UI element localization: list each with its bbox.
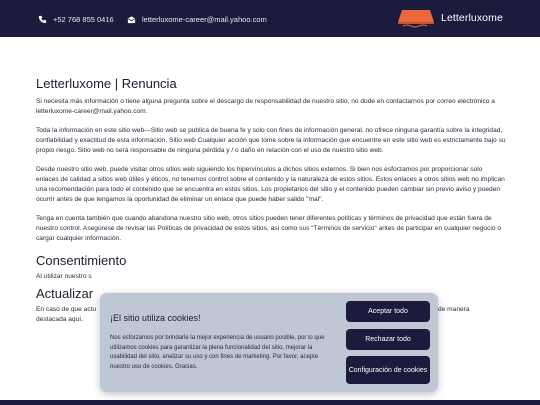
paragraph-external-links: Desde nuestro sitio web, puede visitar otros sitios web siguiendo los hipervínculos a dichos sitios externos. Si bien nos esforzamos por proporcionar solo enlaces de calidad a sitios web útiles y éticos, no tenemos control sobre el contenido y la naturaleza de estos sitios. Estos enlaces a otros sitios web no implican una recomendación para todo el contenido que se encuentra en estos sitios. Los propietarios del sitio y el contenido pueden cambiar sin previo aviso y pueden ocurrir antes de que tengamos la oportunidad de eliminar un enlace que puede haber salido "mal". <box>36 166 505 203</box>
phone-icon <box>37 14 47 24</box>
consent-text: Al utilizar nuestro s <box>36 273 92 280</box>
cookie-banner <box>100 293 438 392</box>
cookie-text: Nos esforzamos por brindarle la mejor experiencia de usuario posible, por lo que utilizamos cookies para garantizar la plena funcionalidad del sitio, mejorar la usabilidad del sitio, analizar su uso y con fines de marketing. Por favor, acepte nuestro uso de cookies. Gracias. <box>110 335 325 370</box>
update-text-line2: destacada aquí. <box>36 316 83 323</box>
update-heading: Actualizar <box>36 286 94 301</box>
top-bar <box>0 0 540 37</box>
update-text-start: En caso de que actu <box>36 306 97 313</box>
brand-logo-icon[interactable] <box>397 8 435 30</box>
bottom-bar <box>0 400 540 405</box>
cookie-title: ¡El sitio utiliza cookies! <box>110 313 201 323</box>
update-text-end: de manera <box>438 306 470 313</box>
page-title: Letterluxome | Renuncia <box>36 76 177 91</box>
reject-all-button[interactable]: Rechazar todo <box>346 329 430 350</box>
paragraph-contact: Si necesita más información o tiene alguna pregunta sobre el descargo de responsabilidad de nuestro sitio, no dude en contactarnos por correo electrónico a letterluxome-career@mail.yahoo.com. <box>36 98 495 115</box>
email-contact[interactable] <box>126 13 267 25</box>
brand-name[interactable]: Letterluxome <box>441 12 503 24</box>
envelope-icon <box>126 14 136 24</box>
cookie-settings-button[interactable]: Configuración de cookies <box>346 356 430 384</box>
paragraph-privacy: Tenga en cuenta también que cuando abandona nuestro sitio web, otros sitios pueden tener diferentes políticas y términos de privacidad que están fuera de nuestro control. Asegúrese de revisar las Políticas de privacidad de estos sitios, así como sus "Términos de servicio" antes de participar en cualquier negocio o cargar cualquier información. <box>36 215 502 242</box>
phone-number: +52 768 855 0416 <box>53 14 114 24</box>
email-address: letterluxome-career@mail.yahoo.com <box>142 14 267 24</box>
consent-heading: Consentimiento <box>36 253 127 268</box>
phone-contact[interactable] <box>37 13 114 25</box>
paragraph-information: Toda la información en este sitio web—Sitio web se publica de buena fe y solo con fines de información general. no ofrece ninguna garantía sobre la integridad, confiabilidad y exactitud de esta información. Sitio web Cualquier acción que tome sobre la información que encuentre en este sitio web es estrictamente bajo su propio riesgo. Sitio web no será responsable de ninguna pérdida y / o daño en relación con el uso de nuestro sitio web. <box>36 127 506 154</box>
accept-all-button[interactable]: Aceptar todo <box>346 301 430 322</box>
